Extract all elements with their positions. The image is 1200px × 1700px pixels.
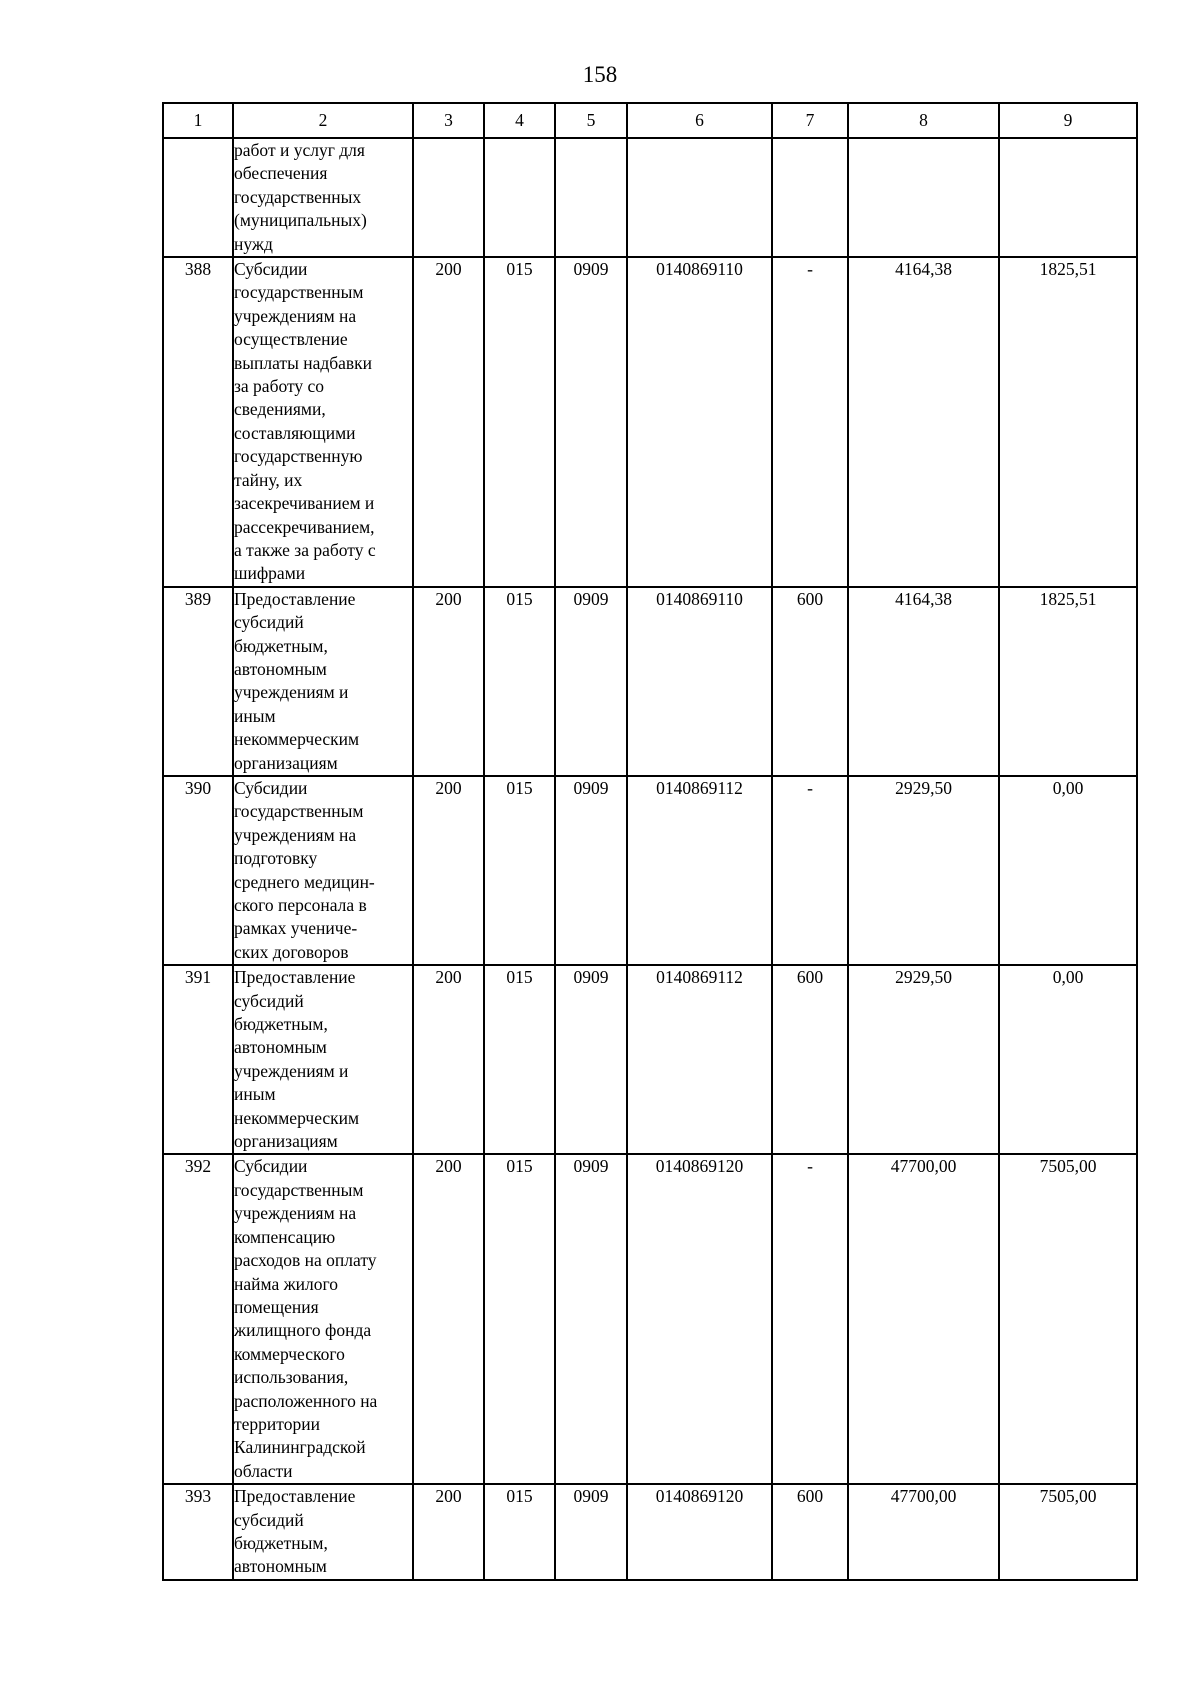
row-description <box>233 1484 413 1580</box>
table-body <box>163 138 1137 1580</box>
table-row <box>163 965 1137 1154</box>
cell-col-5 <box>555 1484 627 1580</box>
cell-col-9 <box>999 138 1137 257</box>
cell-col-7 <box>772 1154 848 1484</box>
cell-col-3 <box>413 587 484 776</box>
row-description-text: Субсидии государственным учреждениям на подготовку среднего медицин- ского персонала в рамках ученичe- ских договоров <box>234 777 375 962</box>
row-number <box>163 138 233 257</box>
cell-col-5-text: 0909 <box>573 259 609 280</box>
cell-col-9 <box>999 1484 1137 1580</box>
cell-col-8-text: 4164,38 <box>895 588 952 609</box>
cell-col-4 <box>484 1154 555 1484</box>
page-number: 158 <box>582 62 618 87</box>
cell-col-5 <box>555 965 627 1154</box>
cell-col-6 <box>627 1154 772 1484</box>
cell-col-4-text: 015 <box>506 588 533 609</box>
row-description-text: Субсидии государственным учреждениям на осуществление выплаты надбавки за работу со сведениями, составляющими государственную тайну, их засекречиванием и рассекречиванием, а также за работу с шифрами <box>234 259 376 584</box>
cell-col-5-text: 0909 <box>573 1486 609 1507</box>
cell-col-7 <box>772 257 848 587</box>
cell-col-9 <box>999 965 1137 1154</box>
cell-col-7-text: 600 <box>796 588 824 609</box>
cell-col-3-text: 200 <box>435 1156 462 1177</box>
row-number-text: 393 <box>184 1486 212 1507</box>
cell-col-4 <box>484 587 555 776</box>
cell-col-8 <box>848 587 999 776</box>
table-row <box>163 776 1137 965</box>
cell-col-8 <box>848 965 999 1154</box>
cell-col-9-text: 0,00 <box>1052 777 1084 798</box>
cell-col-7-text: 600 <box>796 967 824 988</box>
cell-col-9 <box>999 776 1137 965</box>
cell-col-6 <box>627 776 772 965</box>
cell-col-7 <box>772 587 848 776</box>
row-description <box>233 1154 413 1484</box>
cell-col-6 <box>627 1484 772 1580</box>
cell-col-4-text: 015 <box>506 1156 533 1177</box>
row-number <box>163 1484 233 1580</box>
cell-col-4 <box>484 776 555 965</box>
table-row <box>163 1484 1137 1580</box>
cell-col-9-text: 7505,00 <box>1039 1156 1097 1177</box>
table-row <box>163 138 1137 257</box>
row-number <box>163 965 233 1154</box>
cell-col-4-text: 015 <box>506 967 533 988</box>
cell-col-6-text: 0140869110 <box>656 588 743 609</box>
cell-col-4 <box>484 138 555 257</box>
cell-col-3 <box>413 138 484 257</box>
row-number <box>163 587 233 776</box>
cell-col-6 <box>627 587 772 776</box>
cell-col-8-text: 47700,00 <box>890 1486 957 1507</box>
row-description <box>233 257 413 587</box>
row-description <box>233 776 413 965</box>
cell-col-8 <box>848 1484 999 1580</box>
table-row <box>163 587 1137 776</box>
cell-col-3 <box>413 776 484 965</box>
cell-col-7 <box>772 1484 848 1580</box>
cell-col-3 <box>413 965 484 1154</box>
row-number <box>163 257 233 587</box>
row-number <box>163 1154 233 1484</box>
column-header-2: 2 <box>233 103 413 138</box>
cell-col-4 <box>484 965 555 1154</box>
cell-col-6-text: 0140869112 <box>656 777 743 798</box>
cell-col-4-text: 015 <box>506 777 533 798</box>
cell-col-3 <box>413 257 484 587</box>
cell-col-5 <box>555 1154 627 1484</box>
cell-col-8-text: 47700,00 <box>890 1156 957 1177</box>
cell-col-4-text: 015 <box>506 259 533 280</box>
column-header-4: 4 <box>484 103 555 138</box>
cell-col-7 <box>772 138 848 257</box>
cell-col-8-text: 2929,50 <box>895 777 952 798</box>
cell-col-3-text: 200 <box>435 1486 462 1507</box>
row-number-text: 392 <box>184 1156 212 1177</box>
column-header-3: 3 <box>413 103 484 138</box>
cell-col-6-text: 0140869110 <box>656 259 743 280</box>
cell-col-7 <box>772 776 848 965</box>
cell-col-6-text: 0140869120 <box>655 1486 744 1507</box>
row-number-text: 389 <box>184 588 212 609</box>
row-description-text: работ и услуг для обеспечения государственных (муниципальных) нужд <box>234 140 367 254</box>
cell-col-8 <box>848 1154 999 1484</box>
cell-col-8 <box>848 138 999 257</box>
column-header-6: 6 <box>627 103 772 138</box>
cell-col-5 <box>555 776 627 965</box>
cell-col-7-text: - <box>807 777 813 798</box>
cell-col-9-text: 1825,51 <box>1039 259 1097 280</box>
cell-col-9 <box>999 257 1137 587</box>
cell-col-5 <box>555 138 627 257</box>
row-description-text: Предоставление субсидий бюджетным, автономным учреждениям и иным некоммерческим организациям <box>234 967 360 1152</box>
cell-col-6-text: 0140869120 <box>655 1156 744 1177</box>
row-description-text: Предоставление субсидий бюджетным, автономным <box>234 1486 356 1577</box>
table-row <box>163 1154 1137 1484</box>
cell-col-5-text: 0909 <box>573 967 609 988</box>
row-number-text: 390 <box>184 777 212 798</box>
cell-col-4 <box>484 257 555 587</box>
cell-col-4-text: 015 <box>506 1486 533 1507</box>
cell-col-9 <box>999 1154 1137 1484</box>
cell-col-5 <box>555 587 627 776</box>
row-description-text: Предоставление субсидий бюджетным, автономным учреждениям и иным некоммерческим организациям <box>234 588 360 773</box>
cell-col-3-text: 200 <box>435 588 462 609</box>
cell-col-7 <box>772 965 848 1154</box>
column-header-1: 1 <box>163 103 233 138</box>
cell-col-7-text: 600 <box>796 1486 824 1507</box>
cell-col-7-text: - <box>807 1156 813 1177</box>
cell-col-3 <box>413 1484 484 1580</box>
cell-col-6-text: 0140869112 <box>656 967 743 988</box>
row-description <box>233 138 413 257</box>
cell-col-5-text: 0909 <box>573 1156 609 1177</box>
cell-col-5-text: 0909 <box>573 777 609 798</box>
cell-col-8 <box>848 776 999 965</box>
cell-col-3-text: 200 <box>435 259 462 280</box>
column-header-7: 7 <box>772 103 848 138</box>
cell-col-9-text: 1825,51 <box>1039 588 1097 609</box>
cell-col-3-text: 200 <box>435 777 462 798</box>
cell-col-6 <box>627 257 772 587</box>
cell-col-6 <box>627 138 772 257</box>
row-description <box>233 587 413 776</box>
column-header-9: 9 <box>999 103 1137 138</box>
column-header-8: 8 <box>848 103 999 138</box>
row-description-text: Субсидии государственным учреждениям на компенсацию расходов на оплату найма жилого помещения жилищного фонда коммерческого использования, расположенного на территории Калининградской области <box>234 1156 378 1481</box>
cell-col-9 <box>999 587 1137 776</box>
row-number-text: 391 <box>184 967 212 988</box>
cell-col-9-text: 7505,00 <box>1039 1486 1097 1507</box>
cell-col-3-text: 200 <box>435 967 462 988</box>
cell-col-7-text: - <box>807 259 813 280</box>
cell-col-8-text: 2929,50 <box>895 967 952 988</box>
budget-table <box>162 102 1138 1581</box>
column-header-5: 5 <box>555 103 627 138</box>
row-number <box>163 776 233 965</box>
row-number-text: 388 <box>184 259 212 280</box>
cell-col-6 <box>627 965 772 1154</box>
table-row <box>163 257 1137 587</box>
row-description <box>233 965 413 1154</box>
cell-col-3 <box>413 1154 484 1484</box>
cell-col-4 <box>484 1484 555 1580</box>
cell-col-8 <box>848 257 999 587</box>
cell-col-5 <box>555 257 627 587</box>
cell-col-9-text: 0,00 <box>1052 967 1084 988</box>
cell-col-8-text: 4164,38 <box>895 259 952 280</box>
header-row <box>163 103 1137 138</box>
cell-col-5-text: 0909 <box>573 588 609 609</box>
